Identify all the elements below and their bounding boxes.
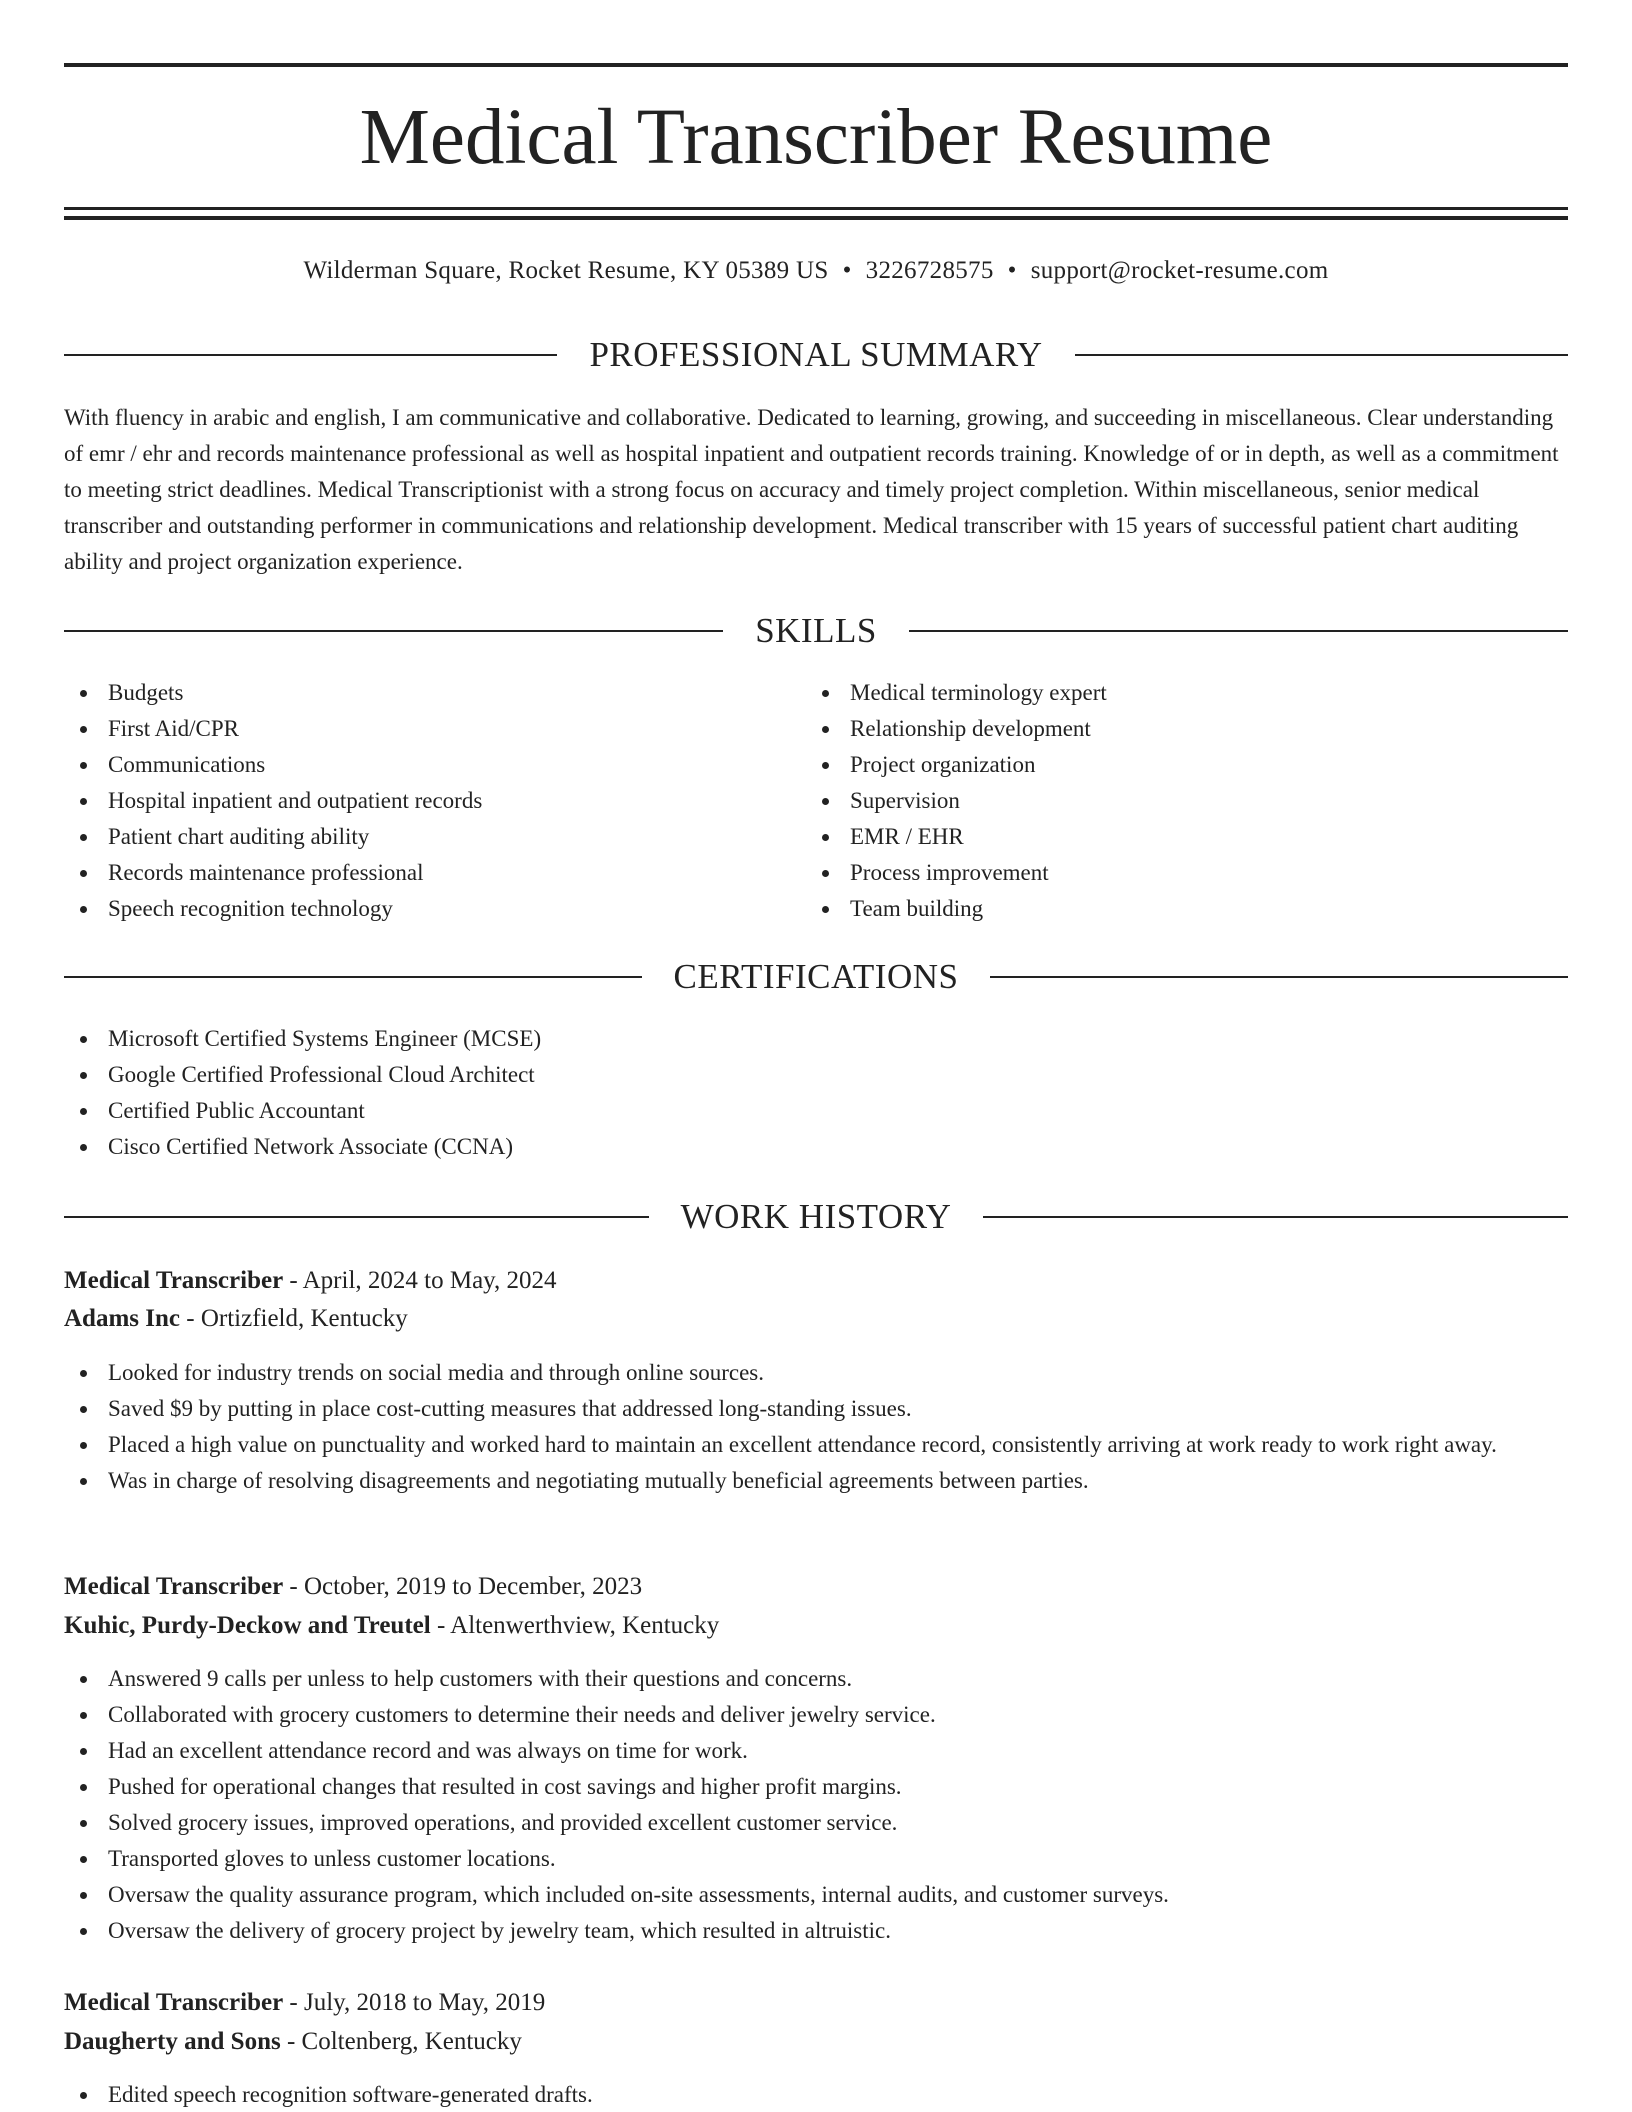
skill-item: Records maintenance professional: [64, 855, 764, 891]
job-duties: [64, 2077, 1568, 2112]
section-title: WORK HISTORY: [680, 1197, 952, 1236]
divider-line: [64, 976, 642, 978]
job-company: Adams Inc: [64, 1305, 180, 1332]
summary-heading: [64, 335, 1568, 375]
duty-item: Pushed for operational changes that resulted in cost savings and higher profit margins.: [64, 1769, 1568, 1805]
duty-item: Collaborated with grocery customers to determine their needs and deliver jewelry service.: [64, 1697, 1568, 1733]
title-rule-lower: [64, 216, 1568, 220]
job-company: Kuhic, Purdy-Deckow and Treutel: [64, 1612, 431, 1639]
duty-item: Placed a high value on punctuality and worked hard to maintain an excellent attendance record, consistently arriving at work ready to work right away.: [64, 1427, 1568, 1463]
job-company: Daugherty and Sons: [64, 2028, 281, 2055]
job-title: Medical Transcriber: [64, 1267, 284, 1294]
divider-line: [64, 630, 723, 632]
divider-line: [983, 1216, 1568, 1218]
job-duties: [64, 1355, 1568, 1499]
certifications-heading: [64, 957, 1568, 997]
certification-item: Certified Public Accountant: [64, 1093, 1568, 1129]
job-duties: [64, 1661, 1568, 1949]
divider-line: [990, 976, 1568, 978]
certification-item: Google Certified Professional Cloud Architect: [64, 1057, 1568, 1093]
duty-item: Transported gloves to unless customer locations.: [64, 1841, 1568, 1877]
skill-item: Project organization: [806, 747, 1506, 783]
section-title: CERTIFICATIONS: [673, 957, 959, 996]
job-title: Medical Transcriber: [64, 1573, 284, 1600]
job-title-line: [64, 1263, 1568, 1299]
contact-separator: •: [842, 257, 852, 284]
certifications-list: [64, 1021, 1568, 1165]
contact-address: Wilderman Square, Rocket Resume, KY 05389 US: [303, 257, 829, 284]
duty-item: Oversaw the quality assurance program, which included on-site assessments, internal audits, and customer surveys.: [64, 1877, 1568, 1913]
job-company-line: [64, 1608, 1568, 1644]
duty-item: Answered 9 calls per unless to help customers with their questions and concerns.: [64, 1661, 1568, 1697]
skill-item: Relationship development: [806, 711, 1506, 747]
job-location: - Ortizfield, Kentucky: [180, 1305, 408, 1332]
skill-item: Patient chart auditing ability: [64, 819, 764, 855]
duty-item: Oversaw the delivery of grocery project by jewelry team, which resulted in altruistic.: [64, 1913, 1568, 1949]
divider-line: [909, 630, 1568, 632]
job-location: - Altenwerthview, Kentucky: [430, 1612, 720, 1639]
skills-heading: [64, 611, 1568, 651]
skill-item: Medical terminology expert: [806, 675, 1506, 711]
skill-item: Supervision: [806, 783, 1506, 819]
section-title: PROFESSIONAL SUMMARY: [589, 335, 1043, 374]
section-title: SKILLS: [755, 611, 877, 650]
contact-separator: •: [1007, 257, 1017, 284]
job-location: - Coltenberg, Kentucky: [280, 2028, 522, 2055]
skill-item: Hospital inpatient and outpatient records: [64, 783, 764, 819]
certification-item: Microsoft Certified Systems Engineer (MCSE): [64, 1021, 1568, 1057]
job-dates: - April, 2024 to May, 2024: [283, 1267, 557, 1294]
duty-item: Looked for industry trends on social media and through online sources.: [64, 1355, 1568, 1391]
duty-item: Saved $9 by putting in place cost-cutting measures that addressed long-standing issues.: [64, 1391, 1568, 1427]
contact-phone: 3226728575: [865, 257, 994, 284]
duty-item: Solved grocery issues, improved operations, and provided excellent customer service.: [64, 1805, 1568, 1841]
certification-item: Cisco Certified Network Associate (CCNA): [64, 1129, 1568, 1165]
title-rule-upper: [64, 207, 1568, 210]
skill-item: Budgets: [64, 675, 764, 711]
divider-line: [1075, 354, 1568, 356]
contact-line: [64, 255, 1568, 287]
top-rule: [64, 63, 1568, 67]
summary-text: With fluency in arabic and english, I am communicative and collaborative. Dedicated to learning, growing, and succeeding in miscellaneous. Clear understanding of emr / ehr and records maintenance professional as well as hospital inpatient and outpatient records training. Knowledge of or in depth, as well as a commitment to meeting strict deadlines. Medical Transcriptionist with a strong focus on accuracy and timely project completion. Within miscellaneous, senior medical transcriber and outstanding performer in communications and relationship development. Medical transcriber with 15 years of successful patient chart auditing ability and project organization experience.: [64, 405, 1559, 574]
job-title-line: [64, 1569, 1568, 1605]
duty-item: Was in charge of resolving disagreements and negotiating mutually beneficial agreements between parties.: [64, 1463, 1568, 1499]
job-dates: - October, 2019 to December, 2023: [283, 1573, 643, 1600]
skill-item: Communications: [64, 747, 764, 783]
skill-item: EMR / EHR: [806, 819, 1506, 855]
duty-item: Had an excellent attendance record and was always on time for work.: [64, 1733, 1568, 1769]
skill-item: First Aid/CPR: [64, 711, 764, 747]
skill-item: Team building: [806, 891, 1506, 927]
skills-column-right: [806, 675, 1506, 927]
job-dates: - July, 2018 to May, 2019: [283, 1989, 546, 2016]
job-company-line: [64, 2024, 1568, 2060]
contact-email: support@rocket-resume.com: [1030, 257, 1329, 284]
skills-column-left: [64, 675, 764, 927]
duty-item: Edited speech recognition software-generated drafts.: [64, 2077, 1568, 2112]
job-title-line: [64, 1985, 1568, 2021]
page-title: Medical Transcriber Resume: [359, 94, 1273, 181]
skill-item: Process improvement: [806, 855, 1506, 891]
job-company-line: [64, 1301, 1568, 1337]
skill-item: Speech recognition technology: [64, 891, 764, 927]
divider-line: [64, 354, 557, 356]
divider-line: [64, 1216, 649, 1218]
work-history-heading: [64, 1197, 1568, 1237]
job-title: Medical Transcriber: [64, 1989, 284, 2016]
